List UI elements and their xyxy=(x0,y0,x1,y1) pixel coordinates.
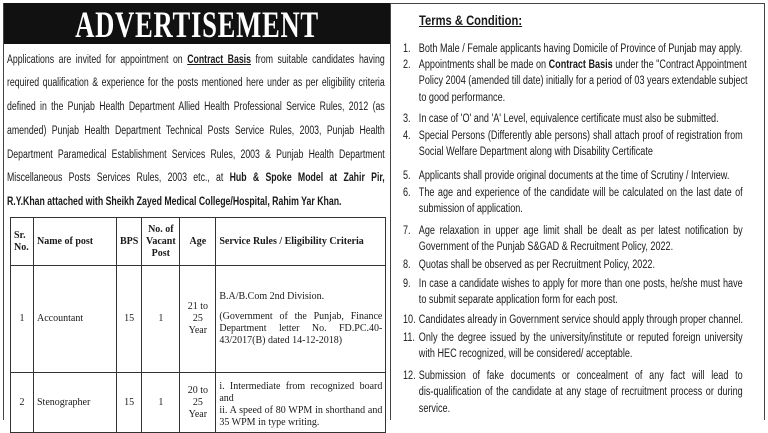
cell-age: 21 to 25 Year xyxy=(180,266,216,373)
intro-text: from suitable candidates having xyxy=(255,54,385,66)
header-vacant: No. of Vacant Post xyxy=(142,218,180,266)
terms-item-line: to submit separate application form for each post. xyxy=(418,294,618,307)
terms-item-number: 8. xyxy=(403,259,411,271)
terms-item-line: In case a candidate wishes to apply for more than one posts, he/she must have xyxy=(418,278,743,290)
terms-title: Terms & Condition: xyxy=(419,12,523,28)
terms-item xyxy=(403,57,748,106)
terms-item-line: submission of application. xyxy=(418,203,523,216)
terms-item xyxy=(403,128,743,161)
table-header-row xyxy=(11,218,386,266)
terms-item-line: Appointments shall be made on Contract Basis under the "Contract Appointment xyxy=(418,59,747,71)
terms-item xyxy=(403,111,743,127)
terms-item-line: Candidates already in Government service should apply through proper channel. xyxy=(418,314,744,326)
terms-item-line: In case of 'O' and 'A' Level, equivalence certificate must also be submitted. xyxy=(418,113,719,125)
terms-item-number: 2. xyxy=(403,59,411,71)
terms-item-line: with HEC recognized, will be considered/ acceptable. xyxy=(418,348,633,361)
terms-item xyxy=(403,168,743,184)
intro-line xyxy=(7,53,385,67)
terms-item xyxy=(403,276,743,309)
cell-bps: 15 xyxy=(117,266,142,373)
intro-line: Department Paramedical Establishment Services Rules, 2003 & Punjab Health Department xyxy=(7,149,385,161)
terms-item-number: 10. xyxy=(403,314,416,326)
criteria-line: B.A/B.Com 2nd Division. xyxy=(219,291,325,302)
terms-item-line: Social Welfare Department along with Disability Certificate xyxy=(418,146,653,159)
terms-item xyxy=(403,185,743,218)
cell-post: Stenographer xyxy=(34,373,117,433)
terms-item-line: Applicants shall provide original documents at the time of Scrutiny / Interview. xyxy=(418,170,730,182)
terms-panel xyxy=(390,3,765,420)
terms-item-line: Only the degree issued by the university/institute or reputed foreign university xyxy=(418,332,743,344)
terms-item-number: 11. xyxy=(403,332,415,344)
header-sr: Sr. No. xyxy=(11,218,34,266)
intro-line: defined in the Punjab Health Department Allied Health Professional Service Rules, 2012 (as xyxy=(7,101,385,113)
terms-item-line: Special Persons (Differently able persons) shall attach proof of registration from xyxy=(418,130,743,142)
terms-item-line: Quotas shall be observed as per Recruitment Policy, 2022. xyxy=(418,259,655,271)
criteria-line: i. Intermediate from recognized board and xyxy=(219,381,383,404)
cell-criteria xyxy=(216,266,386,373)
terms-item xyxy=(403,41,743,57)
criteria-line: ii. A speed of 80 WPM in shorthand and 35 WPM in type writing. xyxy=(219,405,383,428)
intro-line xyxy=(7,171,385,185)
cell-criteria xyxy=(216,373,386,433)
intro-line: R.Y.Khan attached with Sheikh Zayed Medical College/Hospital, Rahim Yar Khan. xyxy=(7,196,342,208)
location-text: Hub & Spoke Model at Zahir Pir, xyxy=(229,172,385,184)
terms-item-line: The age and experience of the candidate will be calculated on the last date of xyxy=(418,187,743,199)
intro-text: Applications are invited for appointment on xyxy=(7,54,183,66)
header-age: Age xyxy=(180,218,216,266)
posts-table xyxy=(10,217,386,433)
terms-item xyxy=(403,368,743,417)
intro-line: amended) Punjab Health Department Technical Posts Service Rules, 2003, Punjab Health xyxy=(7,125,385,137)
terms-item xyxy=(403,257,743,273)
terms-item-number: 9. xyxy=(403,278,411,290)
cell-age: 20 to 25 Year xyxy=(180,373,216,433)
cell-sr: 1 xyxy=(11,266,34,373)
terms-item-line: service. xyxy=(418,402,451,415)
terms-item-line: Policy 2004 (amended till date) initially for a period of 03 years extendable subject xyxy=(418,75,748,88)
advertisement-title: ADVERTISEMENT xyxy=(75,5,319,44)
table-row xyxy=(11,373,386,433)
terms-item xyxy=(403,330,743,363)
terms-item-line: to good performance. xyxy=(418,91,506,104)
terms-item-line: Government of the Punjab S&GAD & Recruitment Policy, 2022. xyxy=(418,241,674,254)
terms-item-number: 6. xyxy=(403,187,411,199)
cell-post: Accountant xyxy=(34,266,117,373)
intro-line: required qualification & experience for the posts mentioned here under as per eligibility criteria xyxy=(7,77,385,89)
contract-basis-text: Contract Basis xyxy=(548,59,613,71)
header-bps: BPS xyxy=(117,218,142,266)
terms-item-line: Submission of fake documents or concealment of any fact will lead to xyxy=(418,370,743,382)
terms-item-number: 1. xyxy=(403,43,411,55)
terms-item-number: 4. xyxy=(403,130,411,142)
criteria-line: (Government of the Punjab, Finance Department letter No. FD.PC.40-43/2017(B) dated 14-12-2018) xyxy=(219,311,383,346)
header-post: Name of post xyxy=(34,218,117,266)
cell-bps: 15 xyxy=(117,373,142,433)
terms-item xyxy=(403,312,743,328)
terms-item-line: dis-qualification of the candidate at any stage of recruitment process or during xyxy=(418,386,743,399)
cell-sr: 2 xyxy=(11,373,34,433)
cell-vacant: 1 xyxy=(142,266,180,373)
cell-vacant: 1 xyxy=(142,373,180,433)
table-row xyxy=(11,266,386,373)
terms-item-number: 3. xyxy=(403,113,411,125)
intro-text: Miscellaneous Posts Services Rules, 2003 etc., at xyxy=(7,172,224,184)
advertisement-banner xyxy=(4,3,390,44)
header-criteria: Service Rules / Eligibility Criteria xyxy=(216,218,386,266)
terms-item-number: 7. xyxy=(403,225,411,237)
terms-item xyxy=(403,223,743,256)
terms-item-number: 5. xyxy=(403,170,411,182)
contract-basis-text: Contract Basis xyxy=(187,54,251,66)
terms-item-line: Age relaxation in upper age limit shall be dealt as per latest notification by xyxy=(418,225,743,237)
terms-item-number: 12. xyxy=(403,370,416,382)
terms-item-line: Both Male / Female applicants having Domicile of Province of Punjab may apply. xyxy=(418,43,743,55)
